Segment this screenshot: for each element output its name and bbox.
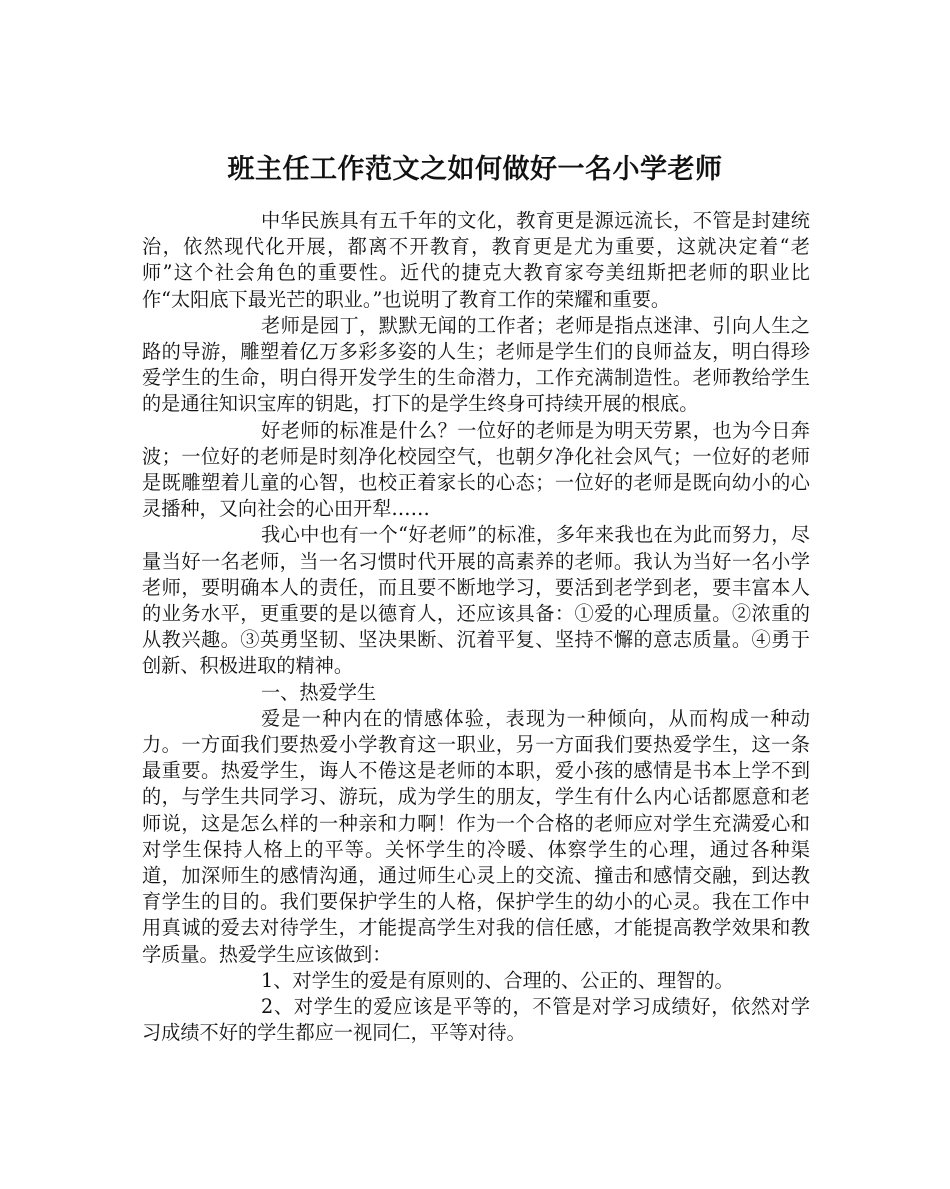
paragraph-my-standard: 我心中也有一个“好老师”的标准，多年来我也在为此而努力，尽量当好一名老师，当一名习惯时代开展的高素养的老师。我认为当好一名小学老师，要明确本人的责任，而且要不断地学习，要活到老学到老，要丰富本人的业务水平，更重要的是以德育人，还应该具备：①爱的心理质量。②浓重的从教兴趣。③英勇坚韧、坚决果断、沉着平复、坚持不懈的意志质量。④勇于创新、积极进取的精神。 [142, 523, 810, 678]
document-body [142, 208, 810, 1047]
list-item-1: 1、对学生的爱是有原则的、合理的、公正的、理智的。 [261, 968, 734, 992]
list-item-2: 2、对学生的爱应该是平等的，不管是对学习成绩好，依然对学习成绩不好的学生都应一视同仁，平等对待。 [142, 995, 810, 1045]
section-heading-love-students: 一、热爱学生 [261, 680, 377, 704]
paragraph-teacher-gardener: 老师是园丁，默默无闻的工作者；老师是指点迷津、引向人生之路的导游，雕塑着亿万多彩多姿的人生；老师是学生们的良师益友，明白得珍爱学生的生命，明白得开发学生的生命潜力，工作充满制造性。老师教给学生的是通往知识宝库的钥匙，打下的是学生终身可持续开展的根底。 [142, 313, 810, 416]
paragraph-intro: 中华民族具有五千年的文化，教育更是源远流长，不管是封建统治，依然现代化开展，都离不开教育，教育更是尤为重要，这就决定着“老师”这个社会角色的重要性。近代的捷克大教育家夸美纽斯把老师的职业比作“太阳底下最光芒的职业。”也说明了教育工作的荣耀和重要。 [142, 209, 810, 311]
document-title: 班主任工作范文之如何做好一名小学老师 [227, 154, 723, 186]
paragraph-good-teacher-standard: 好老师的标准是什么？一位好的老师是为明天劳累，也为今日奔波；一位好的老师是时刻净化校园空气，也朝夕净化社会风气；一位好的老师是既雕塑着儿童的心智，也校正着家长的心态；一位好的老师是既向幼小的心灵播种，又向社会的心田开犁…… [142, 418, 810, 521]
paragraph-love-students: 爱是一种内在的情感体验，表现为一种倾向，从而构成一种动力。一方面我们要热爱小学教育这一职业，另一方面我们要热爱学生，这一条最重要。热爱学生，诲人不倦这是老师的本职，爱小孩的感情是书本上学不到的，与学生共同学习、游玩，成为学生的朋友，学生有什么内心话都愿意和老师说，这是怎么样的一种亲和力啊！作为一个合格的老师应对学生充满爱心和对学生保持人格上的平等。关怀学生的冷暖、体察学生的心理，通过各种渠道，加深师生的感情沟通，通过师生心灵上的交流、撞击和感情交融，到达教育学生的目的。我们要保护学生的人格，保护学生的幼小的心灵。我在工作中用真诚的爱去对待学生，才能提高学生对我的信任感，才能提高教学效果和教学质量。热爱学生应该做到： [142, 706, 810, 966]
